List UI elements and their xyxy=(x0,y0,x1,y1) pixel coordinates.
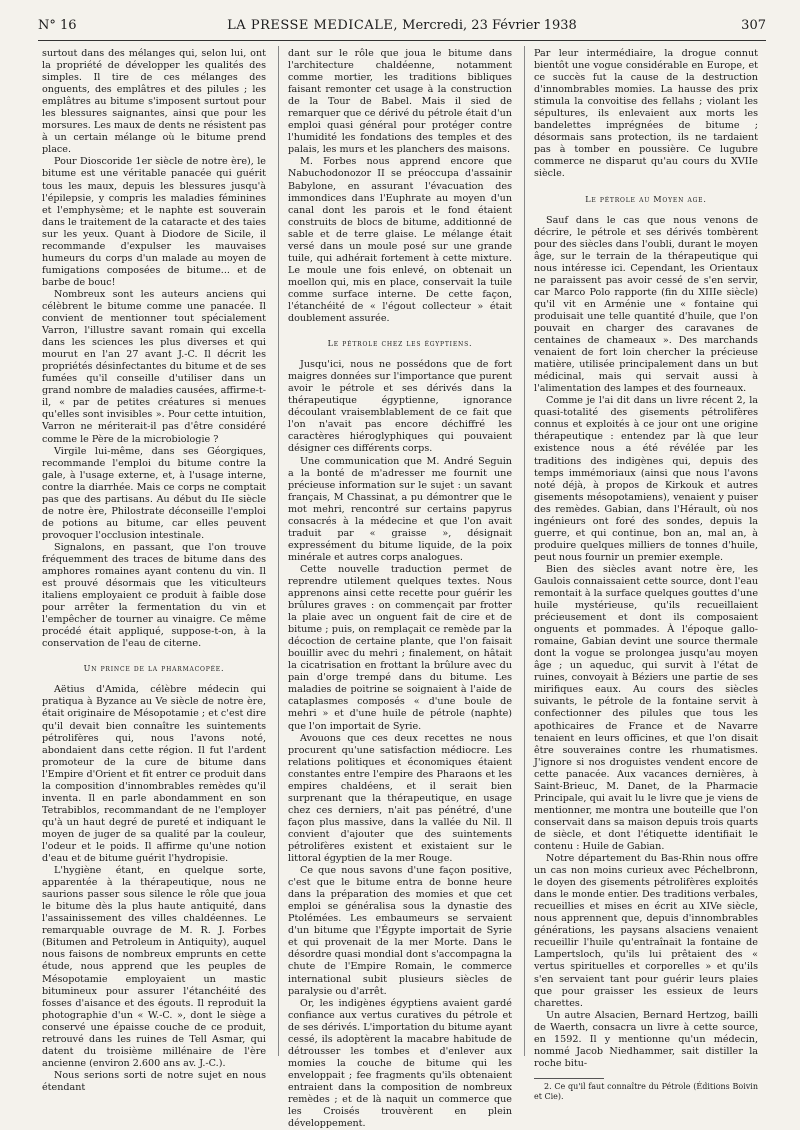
page-header xyxy=(38,16,766,41)
paragraph: dant sur le rôle que joua le bitume dans l'architecture chaldéenne, notamment comme mortier, les traditions bibliques faisant remonter cet usage à la construction de la Tour de Babel. Mais il sied de remarquer que ce dérivé du pétrole était d'un emploi quasi général pour protéger contre l'humidité les fondations des temples et des palais, les murs et les planchers des maisons. xyxy=(288,48,512,156)
paragraph: surtout dans des mélanges qui, selon lui, ont la propriété de développer les qualités des simples. Il tire de ces mélanges des onguents, des emplâtres et des pilules ; les emplâtres au bitume s'imposent surtout pour les blessures saignantes, ainsi que pour les morsures. Les maux de dents ne résistent pas à un certain mélange où le bitume prend place. xyxy=(42,48,266,156)
issue-number: N° 16 xyxy=(38,18,77,33)
publication-name: LA PRESSE MEDICALE, xyxy=(227,18,399,33)
footnote-rule xyxy=(534,1078,604,1079)
paragraph: Cette nouvelle traduction permet de reprendre utilement quelques textes. Nous apprenons ainsi cette recette pour guérir les brûlures graves : on commençait par frotter la plaie avec un onguent fait de cire et de bitume ; puis, on remplaçait ce remède par la décoction de certaine plante, que l'on faisait bouillir avec du mehri ; finalement, on hâtait la cicatrisation en frottant la brûlure avec du pain d'orge trempé dans du bitume. Les maladies de poitrine se soignaient à l'aide de cataplasmes composés « d'une boule de mehri » et d'une huile de pétrole (naphte) que l'on importait de Syrie. xyxy=(288,563,512,732)
section-heading: Le pétrole au Moyen age. xyxy=(585,194,707,204)
paragraph: Une communication que M. André Seguin a la bonté de m'adresser me fournit une précieuse information sur le sujet : un savant français, M Chassinat, a pu démontrer que le mot mehri, rencontré sur certains papyrus consacrés à la médecine et que l'on avait traduit par « graisse », désignait expressément du bitume liquide, de la poix minérale et autres corps analogues. xyxy=(288,455,512,563)
footnote: 2. Ce qu'il faut connaître du Pétrole (Éditions Boivin et Cie). xyxy=(534,1081,758,1101)
paragraph: Or, les indigènes égyptiens avaient gardé confiance aux vertus curatives du pétrole et de ses dérivés. L'importation du bitume ayant cessé, ils adoptèrent la macabre habitude de détrousser les tombes et d'enlever aux momies la couche de bitume qui les enveloppait ; fee fragments qu'ils obtenaient entraient dans la composition de nombreux remèdes ; et de là naquit un commerce que les Croisés trouvèrent en plein développement. xyxy=(288,997,512,1130)
page-number: 307 xyxy=(741,18,766,33)
column-2 xyxy=(288,48,512,1130)
paragraph: Pour Dioscoride 1er siècle de notre ère), le bitume est une véritable panacée qui guérit tous les maux, depuis les blessures jusqu'à l'épilepsie, y compris les maladies féminines et l'emphysème; et le naphte est souverain dans le traitement de la cataracte et des taies sur les yeux. Quant à Diodore de Sicile, il recommande d'expulser les mauvaises humeurs du corps d'un malade au moyen de fumigations composées de bitume... et de barbe de bouc! xyxy=(42,156,266,288)
paragraph: Nombreux sont les auteurs anciens qui célèbrent le bitume comme une panacée. Il convient de mentionner tout spécialement Varron, l'illustre savant romain qui excella dans les sciences les plus diverses et qui mourut en l'an 27 avant J.-C. Il décrit les propriétés désinfectantes du bitume et de ses fumées qu'il conseille d'utiliser dans un grand nombre de maladies causées, affirme-t-il, « par de petites créatures si menues qu'elles sont invisibles ». Pour cette intuition, Varron ne mériterait-il pas d'être considéré comme le Père de la microbiologie ? xyxy=(42,288,266,445)
masthead xyxy=(38,18,766,33)
paragraph: Bien des siècles avant notre ère, les Gaulois connaissaient cette source, dont l'eau remontait à la surface quelques gouttes d'une huile mystérieuse, qu'ils recueillaient précieusement et dont ils composaient onguents et pommades. À l'époque gallo-romaine, Gabian devint une source thermale dont la vogue se prolongea jusqu'au moyen âge ; un aqueduc, qui survit à l'état de ruines, convoyait à Béziers une partie de ses mirifiques eaux. Au cours des siècles suivants, le pétrole de la fontaine servit à confectionner des pilules que tous les apothicaires de France et de Navarre tenaient en leurs officines, et que l'on disait être souveraines contre les rhumatismes. J'ignore si nos droguistes vendent encore de cette panacée. Aux vacances dernières, à Saint-Brieuc, M. Danet, de la Pharmacie Principale, qui avait lu le livre que je viens de mentionner, me montra une bouteille que l'on conservait dans sa maison depuis trois quarts de siècle, et dont l'étiquette identifiait le contenu : Huile de Gabian. xyxy=(534,563,758,852)
section-heading: Un prince de la pharmacopée. xyxy=(83,664,225,674)
paragraph: Jusqu'ici, nous ne possédons que de fort maigres données sur l'importance que purent avoir le pétrole et ses dérivés dans la thérapeutique égyptienne, ignorance découlant vraisemblablement de ce fait que l'on n'avait pas encore déchiffré les caractères hiéroglyphiques qui pouvaient désigner ces différents corps. xyxy=(288,359,512,455)
paragraph: Un autre Alsacien, Bernard Hertzog, bailli de Waerth, consacra un livre à cette source, en 1592. Il y mentionne qu'un médecin, nommé Jacob Niedhammer, sait distiller la roche bitu- xyxy=(534,1009,758,1069)
paragraph: Ce que nous savons d'une façon positive, c'est que le bitume entra de bonne heure dans la préparation des momies et que cet emploi se généralisa sous la dynastie des Ptolémées. Les embaumeurs se servaient d'un bitume que l'Égypte importait de Syrie et qui provenait de la mer Morte. Dans le désordre quasi mondial dont s'accompagna la chute de l'Empire Romain, le commerce international subit plusieurs siècles de paralysie ou d'arrêt. xyxy=(288,865,512,997)
paragraph: Nous serions sorti de notre sujet en nous étendant xyxy=(42,1069,266,1093)
paragraph: Notre département du Bas-Rhin nous offre un cas non moins curieux avec Péchelbronn, le doyen des gisements pétrolifères exploités dans le monde entier. Des traditions verbales, recueillies et mises en écrit au XIVe siècle, nous apprennent que, depuis d'innombrables générations, les paysans alsaciens venaient recueillir l'huile qu'entraînait la fontaine de Lampertsloch, qu'ils lui prêtaient des « vertus spirituelles et corporelles » et qu'ils s'en servaient tant pour guérir leurs plaies que pour graisser les essieux de leurs charettes. xyxy=(534,853,758,1009)
paragraph: Signalons, en passant, que l'on trouve fréquemment des traces de bitume dans des amphores romaines ayant contenu du vin. Il est prouvé désormais que les viticulteurs italiens employaient ce produit à faible dose pour arrêter la fermentation du vin et l'empêcher de tourner au vinaigre. Ce même procédé était appliqué, suppose-t-on, à la conservation de l'eau de citerne. xyxy=(42,541,266,650)
column-divider xyxy=(524,46,525,1056)
paragraph: Aëtius d'Amida, célèbre médecin qui pratiqua à Byzance au Ve siècle de notre ère, était originaire de Mésopotamie ; et c'est dire qu'il devait bien connaître les suintements pétrolifères qui, nous l'avons noté, abondaient dans cette région. Il fut l'ardent promoteur de la cure de bitume dans l'Empire d'Orient et fit entrer ce produit dans la composition d'innombrables remèdes qu'il inventa. Il en parle abondamment en son Tetrabiblos, recommandant de ne l'employer qu'à un haut degré de pureté et indiquant le moyen de juger de sa qualité par la couleur, l'odeur et le poids. Il affirme qu'une notion d'eau et de bitume guérit l'hydropisie. xyxy=(42,684,266,865)
column-1 xyxy=(42,48,266,1093)
paragraph: Sauf dans le cas que nous venons de décrire, le pétrole et ses dérivés tombèrent pour des siècles dans l'oubli, durant le moyen âge, sur le terrain de la thérapeutique qui nous intéresse ici. Cependant, les Orientaux ne paraissent pas avoir cessé de s'en servir, car Marco Polo rapporte (fin du XIIIe siècle) qu'il vit en Arménie une « fontaine qui produisait une telle quantité d'huile, que l'on pouvait en charger des caravanes de centaines de chameaux ». Des marchands venaient de fort loin chercher la précieuse matière, utilisée principalement dans un but médicinal, mais qui servait aussi à l'alimentation des lampes et des fourneaux. xyxy=(534,214,758,395)
column-divider xyxy=(278,46,279,1056)
paragraph: M. Forbes nous apprend encore que Nabuchodonozor II se préoccupa d'assainir Babylone, en assurant l'évacuation des immondices dans l'Euphrate au moyen d'un canal dont les parois et le fond étaient construits de blocs de bitume, additionné de sable et de terre glaise. Le mélange était versé dans un moule posé sur une grande tuile, qui adhérait fortement à cette mixture. Le moule une fois enlevé, on obtenait un moellon qui, mis en place, conservait la tuile comme surface interne. De cette façon, l'étanchéité de « l'égout collecteur » était doublement assurée. xyxy=(288,156,512,325)
paragraph: L'hygiène étant, en quelque sorte, apparentée à la thérapeutique, nous ne saurions passer sous silence le rôle que joua le bitume dès la plus haute antiquité, dans l'assainissement des villes chaldéennes. Le remarquable ouvrage de M. R. J. Forbes (Bitumen and Petroleum in Antiquity), auquel nous faisons de nombreux emprunts en cette étude, nous apprend que les peuples de Mésopotamie employaient un mastic bitumineux pour assurer l'étanchéité des fosses d'aisance et des égouts. Il reproduit la photographie d'un « W.-C. », dont le siège a conservé une épaisse couche de ce produit, retrouvé dans les ruines de Tell Asmar, qui datent du troisième millénaire de l'ère ancienne (environ 2.600 ans av. J.-C.). xyxy=(42,865,266,1069)
paragraph: Par leur intermédiaire, la drogue connut bientôt une vogue considérable en Europe, et ce succès fut la cause de la destruction d'innombrables momies. La hausse des prix stimula la convoitise des fellahs ; violant les sépultures, ils enlevaient aux morts les bandelettes imprégnées de bitume ; désormais sans protection, ils ne tardaient pas à tomber en poussière. Ce lugubre commerce ne disparut qu'au cours du XVIIe siècle. xyxy=(534,48,758,180)
paragraph: Avouons que ces deux recettes ne nous procurent qu'une satisfaction médiocre. Les relations politiques et économiques étaient constantes entre l'empire des Pharaons et les empires chaldéens, et il serait bien surprenant que la thérapeutique, en usage chez ces derniers, n'ait pas pénétré, d'une façon plus massive, dans la vallée du Nil. Il convient d'ajouter que des suintements pétrolifères existent et existaient sur le littoral égyptien de la mer Rouge. xyxy=(288,732,512,865)
paragraph: Virgile lui-même, dans ses Géorgiques, recommande l'emploi du bitume contre la gale, à l'usage externe, et, à l'usage interne, contre la diarrhée. Mais ce corps ne comptait pas que des partisans. Au début du IIe siècle de notre ère, Philostrate déconseille l'emploi de potions au bitume, car elles peuvent provoquer l'occlusion intestinale. xyxy=(42,445,266,541)
column-3 xyxy=(534,48,758,1101)
section-heading: Le pétrole chez les égyptiens. xyxy=(327,339,473,349)
issue-date: Mercredi, 23 Février 1938 xyxy=(402,18,577,33)
paragraph: Comme je l'ai dit dans un livre récent 2, la quasi-totalité des gisements pétrolifères connus et exploités à ce jour ont une origine thérapeutique : entendez par là que leur existence nous a été révélée par les traditions des indigènes qui, depuis des temps immémoriaux (ainsi que nous l'avons noté déjà, à propos de Kirkouk et autres gisements mésopotamiens), venaient y puiser des remèdes. Gabian, dans l'Hérault, où nos ingénieurs ont foré des sondes, depuis la guerre, et qui continue, bon an, mal an, à produire quelques milliers de tonnes d'huile, peut nous fournir un premier exemple. xyxy=(534,395,758,563)
